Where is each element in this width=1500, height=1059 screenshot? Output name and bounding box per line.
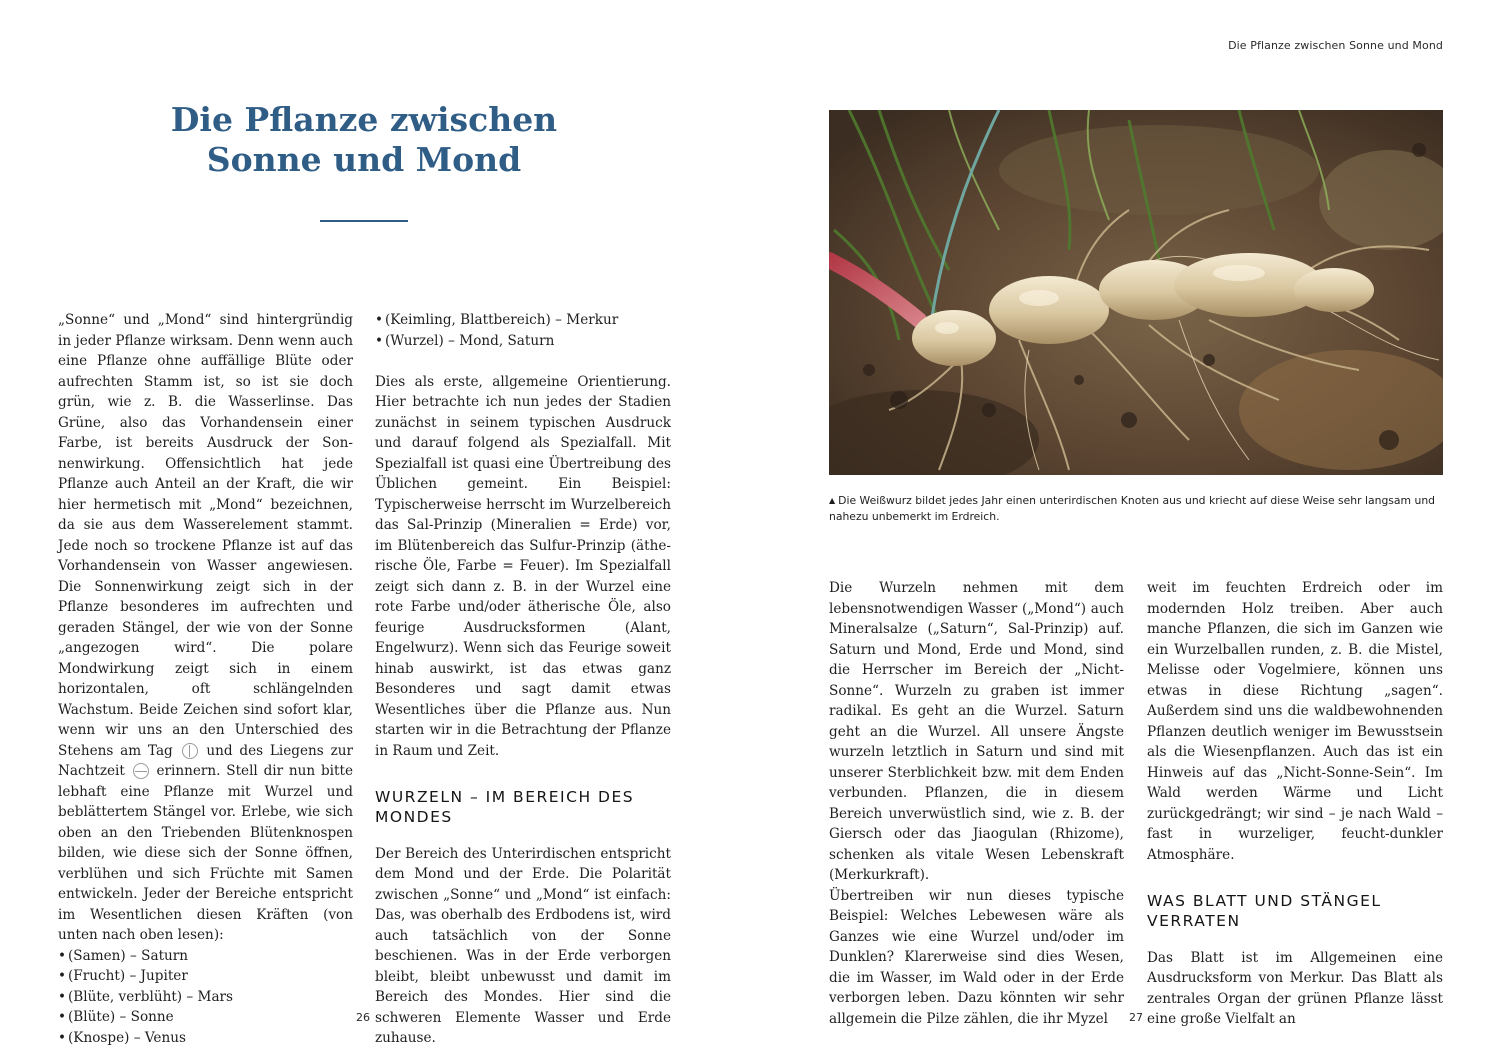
right-column-2: [1147, 578, 1443, 1030]
intro-text-c: erinnern. Stell dir nun bitte lebhaft eine Pflanze mit Wurzel und beblättertem Stängel vor. Erlebe, wie sich oben an den Triebenden Blütenknospen bilden, wie diese sich der Sonne öffnen, verblühen und sich Früchte mit Samen entwickeln. Jeder der Bereiche entspricht im Wesentlichen diesen Kräften (von unten nach oben lesen):: [58, 763, 353, 943]
list-item: • (Samen) – Saturn: [58, 946, 353, 967]
photo-caption: [829, 493, 1443, 524]
chapter-title-line-1: Die Pflanze zwischen: [170, 100, 558, 139]
day-symbol-icon: [182, 743, 198, 759]
right-column-1: [829, 578, 1124, 1029]
caption-triangle-icon: ▲: [829, 496, 836, 505]
caption-text: Die Weißwurz bildet jedes Jahr einen unterirdischen Knoten aus und kriecht auf diese Weise sehr langsam und nahezu unbemerkt im Erdreich.: [829, 494, 1436, 523]
title-divider: [320, 220, 408, 222]
section-heading-leaf-stem: WAS BLATT UND STÄNGEL VERRATEN: [1147, 891, 1382, 930]
forest-paragraph: weit im feuchten Erdreich oder im modernden Holz treiben. Aber auch manche Pflanzen, die sich im Ganzen wie ein Wurzelballen runden, z. B. die Mistel, Melisse oder Vogelmiere, können uns etwas in diese Richtung „sagen“. Außerdem sind uns die waldbewohnenden Pflanzen deutlich weniger im Bewusstsein als die Wiesenpflanzen. Auch das ist ein Hinweis auf das „Nicht-Sonne-Sein“. Im Wald werden Wärme und Licht zurückgedrängt; wir sind – je nach Wald – fast in wurzeliger, feucht-dunkler Atmosphäre.: [1147, 580, 1443, 863]
root-photo: [829, 110, 1443, 475]
chapter-title-line-2: Sonne und Mond: [206, 140, 522, 179]
leaf-paragraph: Das Blatt ist im Allgemeinen eine Ausdrucksform von Merkur. Das Blatt als zentrales Organ der grünen Pflanze lässt eine große Vielfalt an: [1147, 949, 1443, 1027]
running-head: Die Pflanze zwischen Sonne und Mond: [1228, 39, 1443, 52]
planet-list: [58, 946, 353, 1049]
left-column-2: [375, 310, 671, 1049]
list-item: • (Blüte, verblüht) – Mars: [58, 987, 353, 1008]
orientation-paragraph: Dies als erste, allgemeine Orientierung. Hier betrachte ich nun jedes der Stadien zunächst in seinem typischen Ausdruck und darauf folgend als Spezialfall. Mit Spezialfall ist quasi eine Übertreibung des Üblichen gemeint. Ein Beispiel: Typischerweise herrscht im Wurzelbereich das Sal-Prinzip (Mineralien = Erde) vor, im Blütenbereich das Sulfur-Prinzip (ätherische Öle, Farbe = Feuer). Im Spezialfall zeigt sich dann z. B. in der Wurzel eine rote Farbe und/oder ätherische Öle, also feurige Ausdrucksformen (Alant, Engelwurz). Wenn sich das Feurige soweit hinab auswirkt, ist das etwas ganz Besonderes und sagt damit etwas Wesentliches über die Pflanze aus. Nun starten wir in die Betrachtung der Pflanze in Raum und Zeit.: [375, 373, 671, 759]
section-heading-roots: WURZELN – IM BEREICH DES MONDES: [375, 787, 635, 826]
roots-paragraph: Der Bereich des Unterirdischen entspricht dem Mond und der Erde. Die Polarität zwischen „Sonne“ und „Mond“ ist einfach: Das, was oberhalb des Erdbodens ist, wird auch tatsächlich von der Sonne beschienen. Was in der Erde verborgen bleibt, bleibt unbewusst und damit im Bereich des Mondes. Hier sind die schweren Elemente Wasser und Erde zuhause.: [375, 845, 671, 1046]
list-item: • (Blüte) – Sonne: [58, 1007, 353, 1028]
list-item: • (Wurzel) – Mond, Saturn: [375, 331, 671, 352]
roots-minerals-paragraph: Die Wurzeln nehmen mit dem lebensnotwendigen Wasser („Mond“) auch Mineralsalze („Saturn“, Sal-Prinzip) auf. Saturn und Mond, Erde und Mond, sind die Herrscher im Bereich der „Nicht-Sonne“. Wurzeln zu graben ist immer radikal. Es geht an die Wurzel. Saturn geht an die Wurzel. All unsere Ängste wurzeln letztlich in Saturn und sind mit unserer Sterblichkeit bzw. mit dem Enden verbunden. Pflanzen, die in diesem Bereich unverwüstlich sind, wie z. B. der Giersch oder das Jiaogulan (Rhizome), schenken als vitale Wesen Lebenskraft (Merkurkraft).: [829, 580, 1124, 883]
right-page: [750, 0, 1500, 1059]
chapter-title: [0, 100, 728, 180]
intro-text-a: „Sonne“ und „Mond“ sind hintergründig in jeder Pflanze wirksam. Denn wenn auch eine Pflanze ohne auffällige Blüte oder aufrechten Stamm ist, so ist sie doch grün, wie z. B. die Wasserlinse. Das Grüne, also das Vorhandensein einer Farbe, ist bereits Ausdruck der Sonnenwirkung. Offensichtlich hat jede Pflanze auch Anteil an der Kraft, die wir hier hermetisch mit „Mond“ bezeichnen, da sie aus dem Wasserelement stammt. Jede noch so trockene Pflanze ist auf das Vorhandensein von Wasser angewiesen. Die Sonnenwirkung zeigt sich in der Pflanze besonderes im aufrechten und geraden Stängel, der wie von der Sonne „angezogen wird“. Die polare Mondwirkung zeigt sich in einem horizontalen, oft schlängelnden Wachstum. Beide Zeichen sind sofort klar, wenn wir uns an den Unterschied des Stehens am Tag: [58, 312, 353, 759]
exaggeration-paragraph: Übertreiben wir nun dieses typische Beispiel: Welches Lebewesen wäre als Ganzes wie eine Wurzel und/oder im Dunklen? Klarerweise sind dies Wesen, die im Wasser, im Wald oder in der Erde verborgen leben. Dazu könnten wir sehr allgemein die Pilze zählen, die ihr Myzel: [829, 887, 1124, 1027]
list-item: • (Knospe) – Venus: [58, 1028, 353, 1049]
planet-list-continued: [375, 310, 671, 351]
page-number-right: 27: [1129, 1011, 1143, 1024]
left-column-1: [58, 310, 353, 1048]
list-item: • (Frucht) – Jupiter: [58, 966, 353, 987]
intro-text-b: und des Liegens zur Nachtzeit: [58, 742, 353, 779]
root-photo-illustration: [829, 110, 1443, 475]
night-symbol-icon: [133, 763, 149, 779]
page-number-left: 26: [356, 1011, 370, 1024]
list-item: • (Keimling, Blattbereich) – Merkur: [375, 310, 671, 331]
intro-paragraph: [58, 310, 353, 946]
